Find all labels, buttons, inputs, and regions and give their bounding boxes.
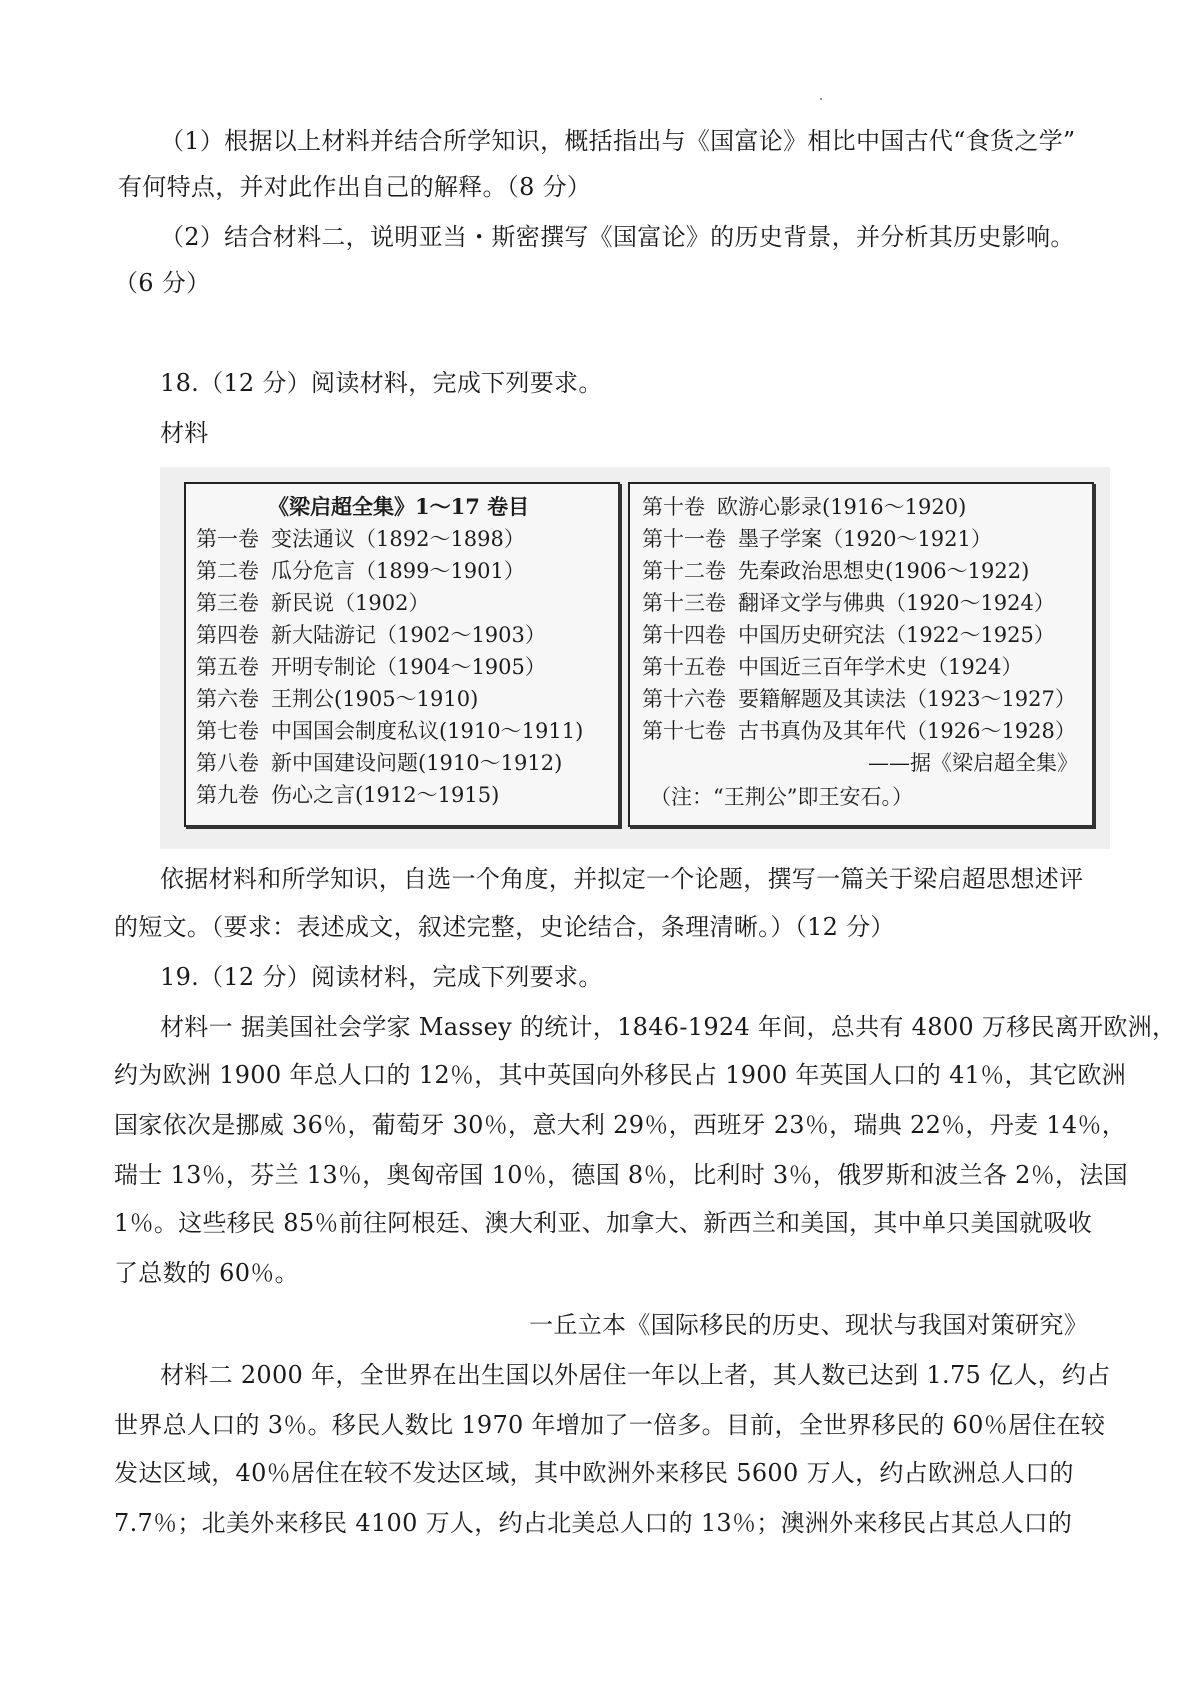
table-row (196, 556, 525, 586)
q19-material1-line5: 1％。这些移民 85％前往阿根廷、澳大利亚、加拿大、新西兰和美国，其中单只美国就吸收 (114, 1209, 1093, 1237)
q19-source1: 一丘立本《国际移民的历史、现状与我国对策研究》 (529, 1311, 1088, 1339)
volume-number: 第十四卷 (642, 623, 726, 647)
volume-number: 第十六卷 (642, 687, 726, 711)
volume-title: 翻译文学与佛典（1920～1924） (738, 591, 1055, 615)
volume-number: 第七卷 (196, 719, 259, 743)
q17-sub2-line2: （6 分） (114, 269, 211, 297)
q17-sub1-line1: （1）根据以上材料并结合所学知识，概括指出与《国富论》相比中国古代“食货之学” (160, 127, 1076, 155)
q19-material1-line1: 材料一 据美国社会学家 Massey 的统计，1846-1924 年间，总共有 4800 万移民离开欧洲， (160, 1013, 1177, 1041)
volume-title: 墨子学案（1920～1921） (738, 527, 992, 551)
table-row (196, 780, 499, 810)
volume-number: 第九卷 (196, 783, 259, 807)
volume-title: 王荆公(1905～1910) (271, 687, 479, 711)
panel-shadow (1092, 484, 1096, 829)
table-row (642, 588, 1055, 618)
q17-sub1-line2: 有何特点，并对此作出自己的解释。（8 分） (118, 173, 592, 201)
volume-title: 先秦政治思想史(1906～1922) (738, 559, 1030, 583)
table-row (196, 588, 429, 618)
table-title: 《梁启超全集》1～17 卷目 (268, 494, 530, 519)
table-row (642, 716, 1076, 746)
volume-title: 新大陆游记（1902～1903） (271, 623, 546, 647)
table-right-panel (628, 482, 1094, 827)
volume-number: 第十二卷 (642, 559, 726, 583)
volume-number: 第十七卷 (642, 719, 726, 743)
volume-number: 第六卷 (196, 687, 259, 711)
volume-title: 新中国建设问题(1910～1912) (271, 751, 563, 775)
table-row (642, 492, 966, 522)
table-row (642, 556, 1029, 586)
table-row (196, 524, 525, 554)
volume-title: 开明专制论（1904～1905） (271, 655, 546, 679)
volume-number: 第三卷 (196, 591, 259, 615)
volume-title: 古书真伪及其年代（1926～1928） (738, 719, 1076, 743)
table-row (642, 652, 1022, 682)
scan-speck (820, 98, 822, 100)
table-row (196, 620, 546, 650)
q19-material1-line4: 瑞士 13％，芬兰 13％，奥匈帝国 10％，德国 8％，比利时 3％，俄罗斯和波兰各 2％，法国 (114, 1161, 1128, 1189)
volume-title: 要籍解题及其读法（1923～1927） (738, 687, 1076, 711)
table-row (196, 684, 478, 714)
table-row (196, 652, 546, 682)
q18-material-label: 材料 (160, 419, 209, 447)
q19-material1-line3: 国家依次是挪威 36％，葡萄牙 30％，意大利 29％，西班牙 23％，瑞典 22％，丹麦 14％， (114, 1111, 1127, 1139)
volume-title: 新民说（1902） (271, 591, 430, 615)
volume-title: 瓜分危言（1899～1901） (271, 559, 525, 583)
volume-number: 第八卷 (196, 751, 259, 775)
q19-material1-line2: 约为欧洲 1900 年总人口的 12％，其中英国向外移民占 1900 年英国人口的 41％，其它欧洲 (114, 1061, 1127, 1089)
volume-title: 中国近三百年学术史（1924） (738, 655, 1023, 679)
volume-number: 第十卷 (642, 495, 705, 519)
q19-material2-line3: 发达区域，40％居住在较不发达区域，其中欧洲外来移民 5600 万人，约占欧洲总人口的 (114, 1459, 1074, 1487)
table-row (642, 620, 1055, 650)
q19-material2-line1: 材料二 2000 年，全世界在出生国以外居住一年以上者，其人数已达到 1.75 亿人，约占 (160, 1361, 1111, 1389)
works-table-image (160, 467, 1110, 849)
volume-number: 第五卷 (196, 655, 259, 679)
table-left-panel (184, 482, 620, 827)
volume-title: 欧游心影录(1916～1920) (717, 495, 967, 519)
table-note: （注：“王荆公”即王安石。） (650, 785, 913, 809)
q18-task-line1: 依据材料和所学知识，自选一个角度，并拟定一个论题，撰写一篇关于梁启超思想述评 (160, 865, 1084, 893)
q18-heading: 18.（12 分）阅读材料，完成下列要求。 (160, 369, 603, 397)
q18-task-line2: 的短文。（要求：表述成文，叙述完整，史论结合，条理清晰。）（12 分） (114, 913, 895, 941)
volume-title: 中国历史研究法（1922～1925） (738, 623, 1055, 647)
panel-shadow (630, 825, 1096, 829)
volume-title: 中国国会制度私议(1910～1911) (271, 719, 584, 743)
volume-number: 第十三卷 (642, 591, 726, 615)
table-source: ——据《梁启超全集》 (868, 751, 1078, 775)
table-row (196, 748, 562, 778)
q19-material2-line4: 7.7％；北美外来移民 4100 万人，约占北美总人口的 13％；澳洲外来移民占其总人口的 (114, 1509, 1073, 1537)
volume-number: 第十一卷 (642, 527, 726, 551)
volume-number: 第四卷 (196, 623, 259, 647)
panel-shadow (618, 484, 622, 829)
table-row (196, 716, 583, 746)
panel-shadow (186, 825, 622, 829)
volume-number: 第十五卷 (642, 655, 726, 679)
table-row (642, 524, 992, 554)
q17-sub2-line1: （2）结合材料二，说明亚当・斯密撰写《国富论》的历史背景，并分析其历史影响。 (160, 223, 1075, 251)
volume-number: 第一卷 (196, 527, 259, 551)
volume-title: 变法通议（1892～1898） (271, 527, 525, 551)
q19-heading: 19.（12 分）阅读材料，完成下列要求。 (160, 963, 603, 991)
volume-title: 伤心之言(1912～1915) (271, 783, 500, 807)
volume-number: 第二卷 (196, 559, 259, 583)
q19-material1-line6: 了总数的 60％。 (114, 1259, 299, 1287)
table-row (642, 684, 1076, 714)
q19-material2-line2: 世界总人口的 3％。移民人数比 1970 年增加了一倍多。目前，全世界移民的 60％居住在较 (114, 1411, 1106, 1439)
